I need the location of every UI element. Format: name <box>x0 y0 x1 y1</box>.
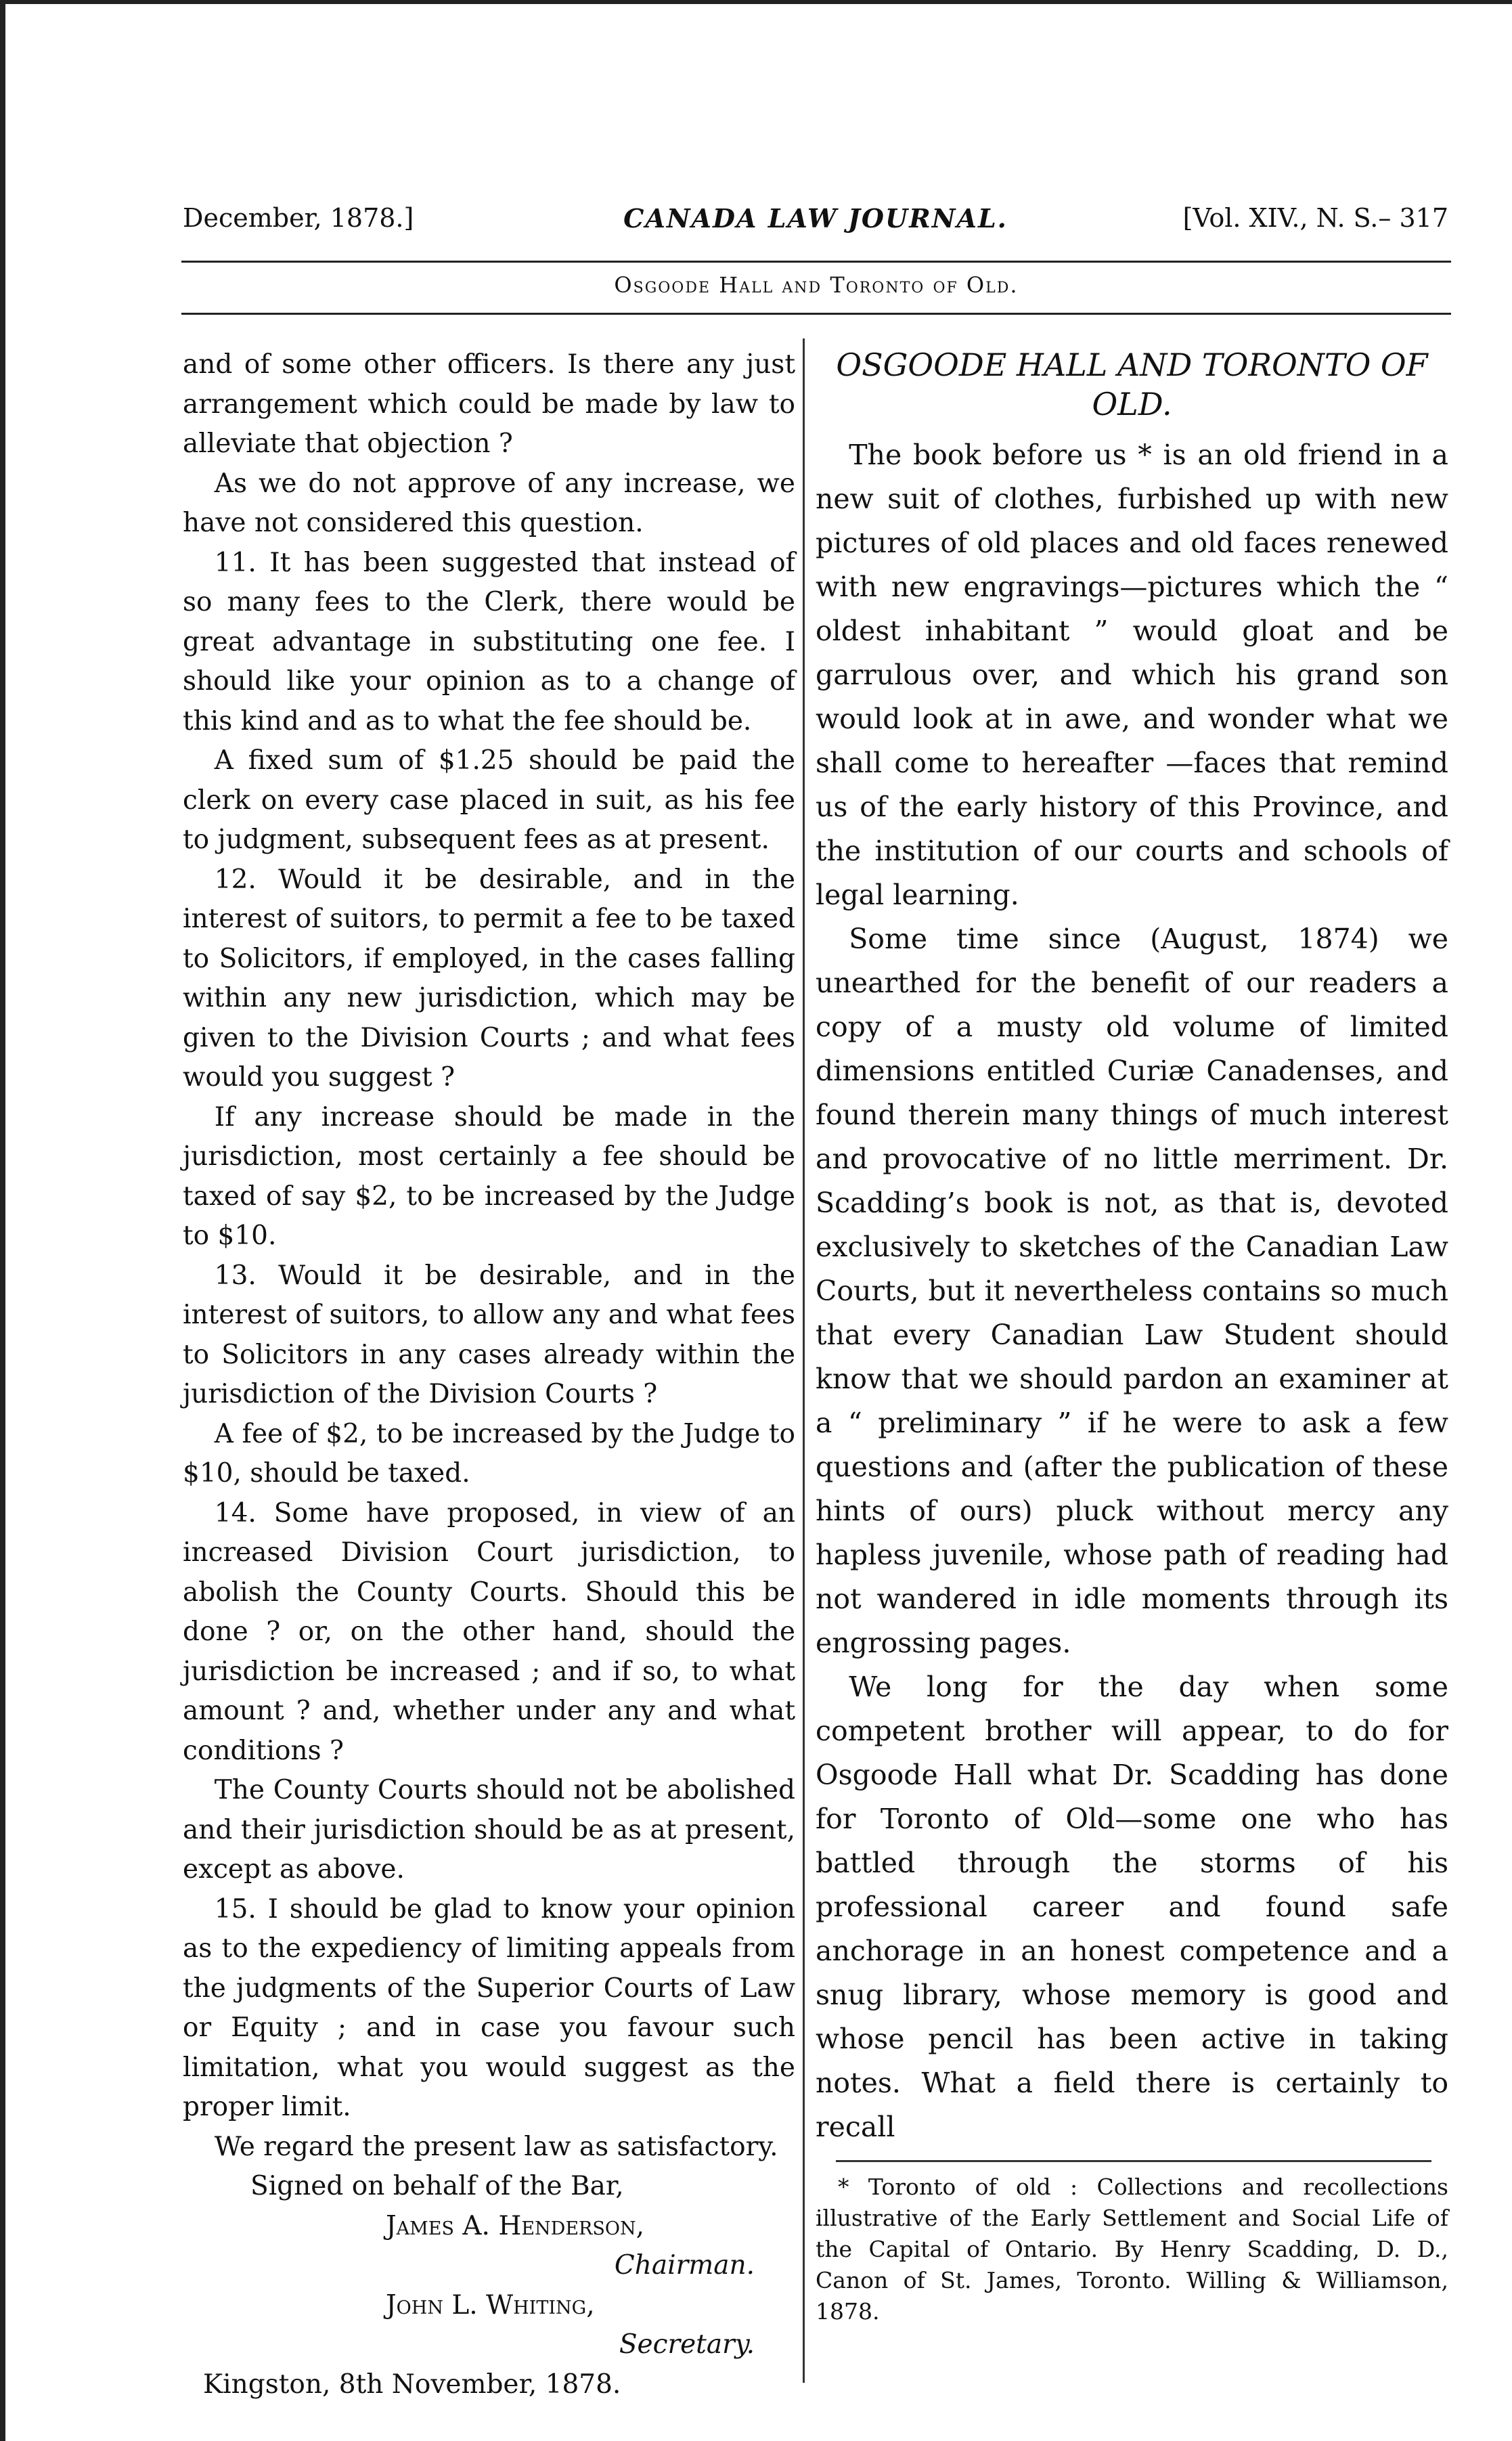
left-paragraph: The County Courts should not be abolished and their jurisdiction should be as at present, except as above. <box>183 1775 795 1885</box>
running-header <box>183 203 1448 244</box>
right-paragraph: Some time since (August, 1874) we unearthed for the benefit of our readers a copy of a musty old volume of limited dimensions entitled Curiæ Canadenses, and found therein many things of much interest and provocative of no little merriment. Dr. Scadding’s book is not, as that is, devoted exclusively to sketches of the Canadian Law Courts, but it nevertheless contains so much that every Canadian Law Student should know that we should pardon an examiner at a “ preliminary ” if he were to ask a few questions and (after the publication of these hints of ours) pluck without mercy any hapless juvenile, whose path of reading had not wandered in idle moments through its engrossing pages. <box>816 923 1448 1659</box>
section-rule <box>181 313 1451 315</box>
left-paragraph: 11. It has been suggested that instead of so many fees to the Clerk, there would be great advantage in substituting one fee. I should like your opinion as to a change of this kind and as to what the fee should be. <box>183 547 795 736</box>
left-paragraph: A fee of $2, to be increased by the Judge to $10, should be taxed. <box>183 1418 795 1489</box>
left-paragraph: 12. Would it be desirable, and in the interest of suitors, to permit a fee to be taxed to Solicitors, if employed, in the cases falling within any new jurisdiction, which may be given to the Division Courts ; and what fees would you suggest ? <box>183 864 795 1093</box>
header-volume: [Vol. XIV., N. S.– 317 <box>1182 203 1448 233</box>
secretary-role: Secretary. <box>619 2329 755 2360</box>
right-paragraph: We long for the day when some competent brother will appear, to do for Osgoode Hall what Dr. Scadding has done for Toronto of Old—some one who has battled through the storms of his professional career and found safe anchorage in an honest competence and a snug library, whose memory is good and whose pencil has been active in taking notes. What a field there is certainly to recall <box>816 1671 1448 2143</box>
signed-line: Signed on behalf of the Bar, <box>250 2171 624 2201</box>
header-journal-title: CANADA LAW JOURNAL. <box>623 203 1008 234</box>
left-column <box>183 345 795 2404</box>
scan-edge-left <box>0 0 5 2441</box>
left-paragraph: 14. Some have proposed, in view of an increased Division Court jurisdiction, to abolish the County Courts. Should this be done ? or, on the other hand, should the jurisdiction be increased ; and if so, to what amount ? and, whether under any and what conditions ? <box>183 1497 795 1766</box>
chairman-role: Chairman. <box>614 2250 755 2281</box>
left-paragraph: We regard the present law as satisfactory. <box>214 2131 778 2162</box>
right-paragraph: The book before us * is an old friend in a new suit of clothes, furbished up with new pictures of old places and old faces renewed with new engravings—pictures which the “ oldest inhabitant ” would gloat and be garrulous over, and which his grand son would look at in awe, and wonder what we shall come to hereafter —faces that remind us of the early history of this Province, and the institution of our courts and schools of legal learning. <box>816 439 1448 911</box>
article-title: OSGOODE HALL AND TORONTO OF OLD. <box>836 347 1428 422</box>
left-paragraph: 15. I should be glad to know your opinion as to the expediency of limiting appeals from the judgments of the Superior Courts of Law or Equity ; and in case you favour such limitation, what you would suggest as the proper limit. <box>183 1893 795 2122</box>
footnote <box>816 2172 1448 2327</box>
header-date: December, 1878.] <box>183 203 414 233</box>
footnote-rule <box>836 2160 1431 2162</box>
column-divider <box>803 338 805 2383</box>
right-column <box>816 345 1448 2327</box>
left-paragraph: and of some other officers. Is there any just arrangement which could be made by law to alleviate that objection ? <box>183 349 795 459</box>
chairman-name: James A. Henderson, <box>386 2210 645 2241</box>
dateline: Kingston, 8th November, 1878. <box>203 2369 621 2400</box>
left-paragraph: A fixed sum of $1.25 should be paid the clerk on every case placed in suit, as his fee to judgment, subsequent fees as at present. <box>183 745 795 855</box>
left-paragraph: 13. Would it be desirable, and in the interest of suitors, to allow any and what fees to Solicitors in any cases already within the jurisdiction of the Division Courts ? <box>183 1260 795 1409</box>
left-paragraph: If any increase should be made in the jurisdiction, most certainly a fee should be taxed of say $2, to be increased by the Judge to $10. <box>183 1101 795 1251</box>
header-rule <box>181 261 1451 263</box>
footnote-text: * Toronto of old : Collections and recollections illustrative of the Early Settlement and Social Life of the Capital of Ontario. By Henry Scadding, D. D., Canon of St. James, Toronto. Willing & Williamson, 1878. <box>816 2174 1448 2325</box>
section-title: Osgoode Hall and Toronto of Old. <box>614 272 1019 298</box>
scan-edge-top <box>0 0 1512 4</box>
left-paragraph: As we do not approve of any increase, we have not considered this question. <box>183 468 795 538</box>
secretary-name: John L. Whiting, <box>386 2289 595 2321</box>
